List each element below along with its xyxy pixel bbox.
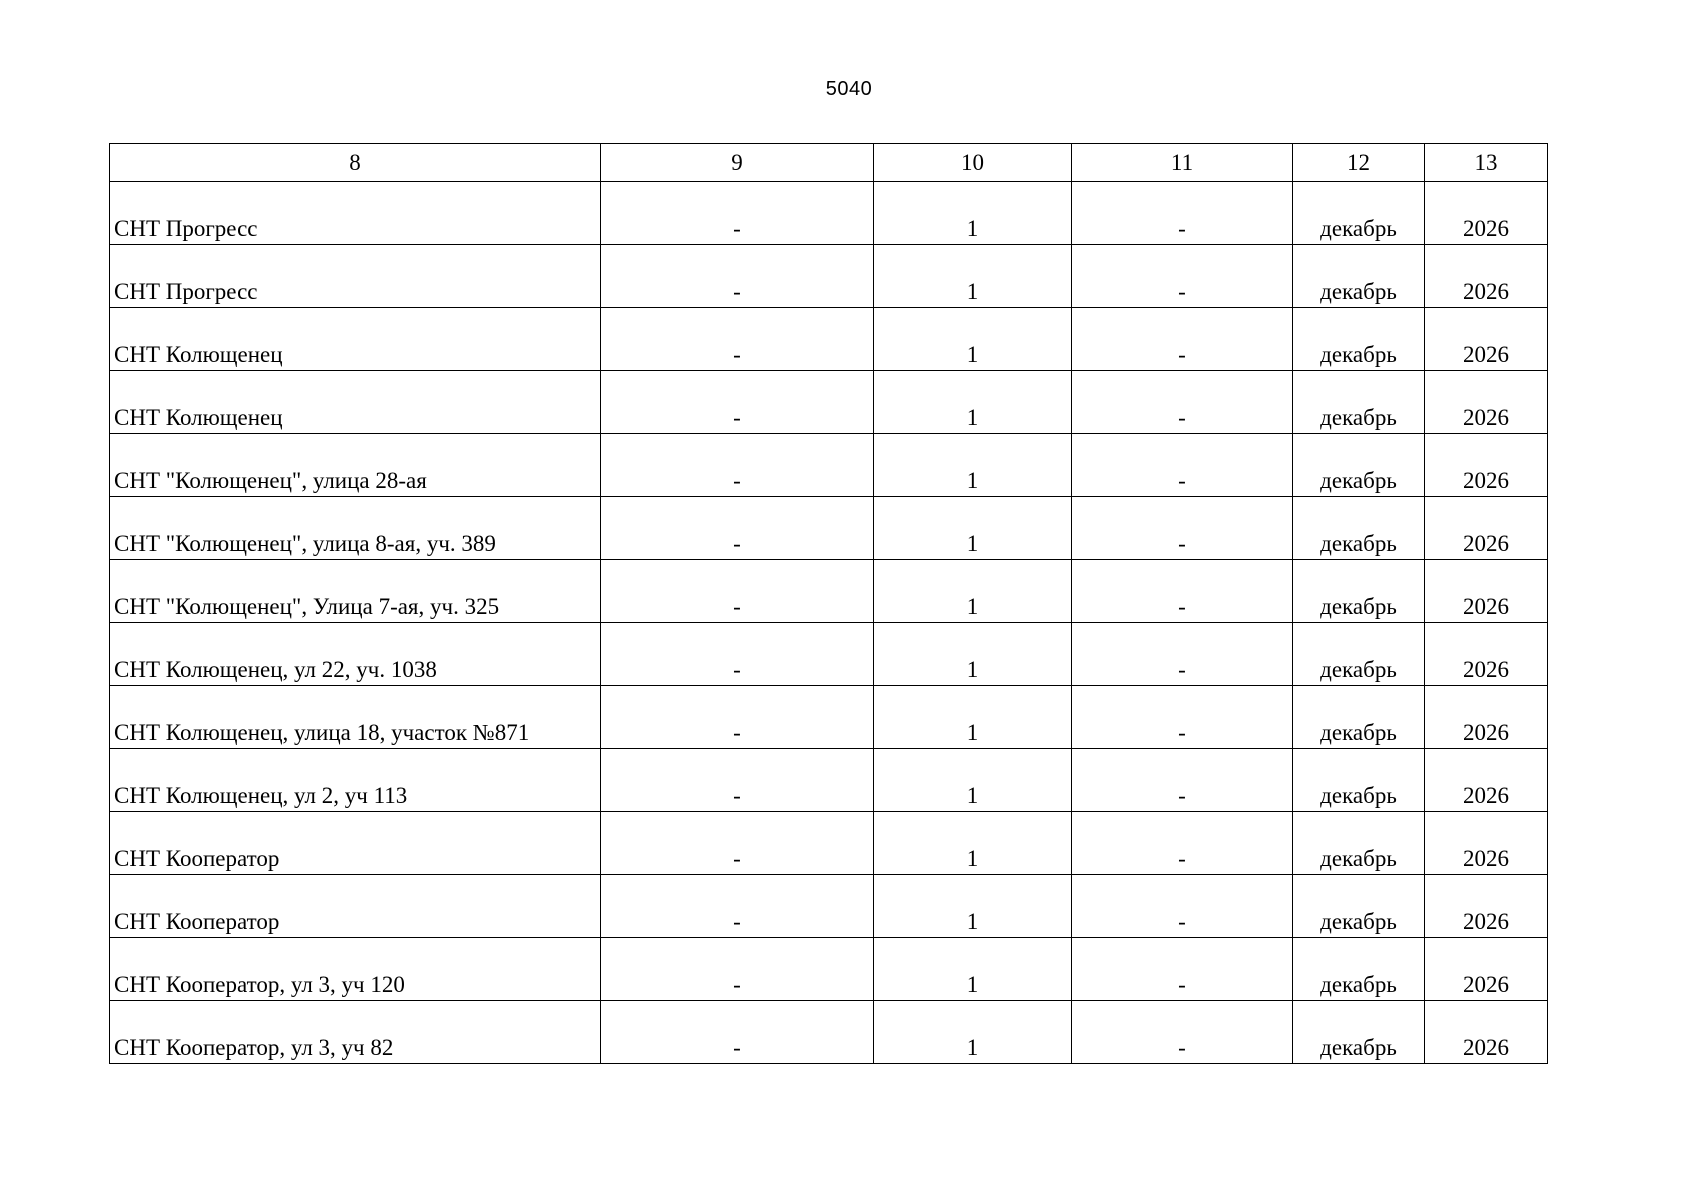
cell-year: 2026	[1425, 560, 1548, 623]
cell-col-9: -	[601, 749, 874, 812]
cell-month: декабрь	[1293, 560, 1425, 623]
cell-col-10: 1	[874, 182, 1072, 245]
cell-name: СНТ Колющенец, ул 2, уч 113	[110, 749, 601, 812]
cell-name: СНТ Колющенец, ул 22, уч. 1038	[110, 623, 601, 686]
table-row	[110, 434, 1548, 497]
cell-year: 2026	[1425, 182, 1548, 245]
cell-col-10: 1	[874, 1001, 1072, 1064]
cell-col-9: -	[601, 686, 874, 749]
cell-name: СНТ Кооператор, ул 3, уч 82	[110, 1001, 601, 1064]
table-header	[110, 144, 1548, 182]
cell-col-9: -	[601, 812, 874, 875]
data-table	[109, 143, 1548, 1064]
cell-name: СНТ Прогресс	[110, 182, 601, 245]
page-number: 5040	[825, 78, 873, 100]
cell-month: декабрь	[1293, 875, 1425, 938]
cell-month: декабрь	[1293, 749, 1425, 812]
cell-col-9: -	[601, 1001, 874, 1064]
cell-name: СНТ Колющенец	[110, 371, 601, 434]
cell-col-10: 1	[874, 875, 1072, 938]
cell-month: декабрь	[1293, 686, 1425, 749]
cell-month: декабрь	[1293, 182, 1425, 245]
cell-col-11: -	[1072, 245, 1293, 308]
cell-name: СНТ "Колющенец", улица 28-ая	[110, 434, 601, 497]
cell-col-10: 1	[874, 938, 1072, 1001]
table-row	[110, 371, 1548, 434]
header-cell-10: 10	[874, 144, 1072, 182]
cell-year: 2026	[1425, 245, 1548, 308]
table-row	[110, 560, 1548, 623]
cell-col-10: 1	[874, 245, 1072, 308]
cell-name: СНТ "Колющенец", улица 8-ая, уч. 389	[110, 497, 601, 560]
cell-year: 2026	[1425, 1001, 1548, 1064]
cell-col-11: -	[1072, 182, 1293, 245]
cell-name: СНТ Прогресс	[110, 245, 601, 308]
cell-col-9: -	[601, 308, 874, 371]
cell-year: 2026	[1425, 434, 1548, 497]
cell-name: СНТ Кооператор	[110, 812, 601, 875]
header-cell-11: 11	[1072, 144, 1293, 182]
cell-year: 2026	[1425, 938, 1548, 1001]
cell-year: 2026	[1425, 812, 1548, 875]
cell-col-9: -	[601, 182, 874, 245]
table-row	[110, 812, 1548, 875]
table-row	[110, 308, 1548, 371]
cell-name: СНТ "Колющенец", Улица 7-ая, уч. 325	[110, 560, 601, 623]
table-row	[110, 749, 1548, 812]
cell-col-10: 1	[874, 308, 1072, 371]
cell-name: СНТ Колющенец, улица 18, участок №871	[110, 686, 601, 749]
cell-col-11: -	[1072, 875, 1293, 938]
header-cell-8: 8	[110, 144, 601, 182]
cell-month: декабрь	[1293, 497, 1425, 560]
cell-year: 2026	[1425, 623, 1548, 686]
cell-month: декабрь	[1293, 812, 1425, 875]
cell-col-10: 1	[874, 812, 1072, 875]
cell-month: декабрь	[1293, 245, 1425, 308]
cell-month: декабрь	[1293, 371, 1425, 434]
cell-col-9: -	[601, 434, 874, 497]
cell-col-11: -	[1072, 371, 1293, 434]
table-body	[110, 182, 1548, 1064]
cell-year: 2026	[1425, 686, 1548, 749]
table-row	[110, 623, 1548, 686]
cell-col-11: -	[1072, 812, 1293, 875]
table-row	[110, 686, 1548, 749]
cell-year: 2026	[1425, 308, 1548, 371]
cell-col-11: -	[1072, 1001, 1293, 1064]
cell-col-11: -	[1072, 623, 1293, 686]
cell-col-9: -	[601, 623, 874, 686]
table-row	[110, 1001, 1548, 1064]
cell-month: декабрь	[1293, 1001, 1425, 1064]
cell-col-11: -	[1072, 686, 1293, 749]
header-row	[110, 144, 1548, 182]
cell-month: декабрь	[1293, 938, 1425, 1001]
cell-year: 2026	[1425, 371, 1548, 434]
cell-col-11: -	[1072, 749, 1293, 812]
cell-col-11: -	[1072, 938, 1293, 1001]
table-row	[110, 938, 1548, 1001]
cell-month: декабрь	[1293, 623, 1425, 686]
cell-year: 2026	[1425, 497, 1548, 560]
cell-month: декабрь	[1293, 308, 1425, 371]
cell-col-9: -	[601, 497, 874, 560]
cell-year: 2026	[1425, 875, 1548, 938]
cell-col-10: 1	[874, 560, 1072, 623]
cell-col-11: -	[1072, 434, 1293, 497]
cell-name: СНТ Кооператор	[110, 875, 601, 938]
cell-col-11: -	[1072, 560, 1293, 623]
cell-name: СНТ Колющенец	[110, 308, 601, 371]
cell-col-10: 1	[874, 434, 1072, 497]
table-row	[110, 497, 1548, 560]
header-cell-12: 12	[1293, 144, 1425, 182]
cell-col-11: -	[1072, 497, 1293, 560]
cell-col-10: 1	[874, 623, 1072, 686]
cell-col-10: 1	[874, 371, 1072, 434]
cell-col-10: 1	[874, 749, 1072, 812]
cell-col-10: 1	[874, 497, 1072, 560]
cell-month: декабрь	[1293, 434, 1425, 497]
cell-year: 2026	[1425, 749, 1548, 812]
table-row	[110, 245, 1548, 308]
cell-col-9: -	[601, 245, 874, 308]
table-row	[110, 182, 1548, 245]
cell-name: СНТ Кооператор, ул 3, уч 120	[110, 938, 601, 1001]
cell-col-9: -	[601, 938, 874, 1001]
cell-col-9: -	[601, 560, 874, 623]
header-cell-13: 13	[1425, 144, 1548, 182]
cell-col-10: 1	[874, 686, 1072, 749]
cell-col-9: -	[601, 875, 874, 938]
cell-col-11: -	[1072, 308, 1293, 371]
header-cell-9: 9	[601, 144, 874, 182]
table-row	[110, 875, 1548, 938]
cell-col-9: -	[601, 371, 874, 434]
